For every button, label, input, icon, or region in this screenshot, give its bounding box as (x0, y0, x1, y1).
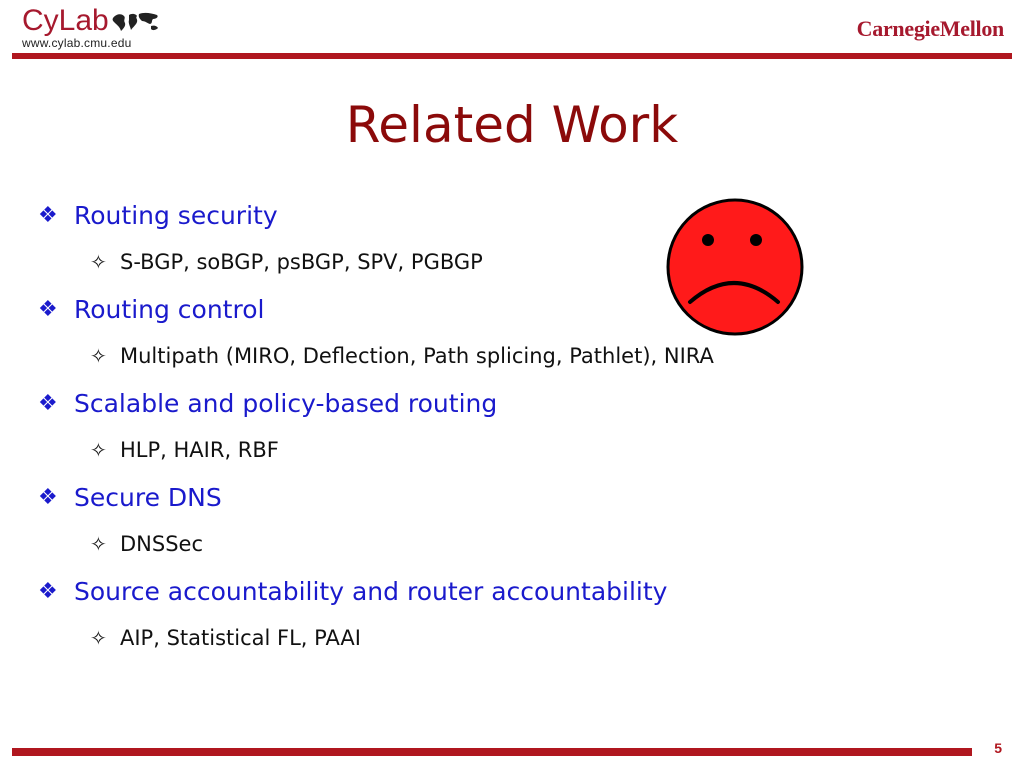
diamond-bullet-icon: ❖ (38, 390, 58, 416)
bullet-label: Routing security (74, 200, 278, 230)
star-bullet-icon: ✧ (90, 438, 107, 462)
bullet-label: Source accountability and router accountability (74, 576, 668, 606)
sad-face-icon (664, 196, 806, 338)
bullet-label: Routing control (74, 294, 265, 324)
sub-bullet-label: Multipath (MIRO, Deflection, Path splicing, Pathlet), NIRA (120, 344, 714, 368)
bottom-divider (12, 748, 972, 756)
page-number: 5 (994, 740, 1002, 756)
list-item (38, 474, 714, 568)
list-item (38, 192, 714, 286)
cylab-url: www.cylab.cmu.edu (22, 36, 132, 50)
star-bullet-icon: ✧ (90, 344, 107, 368)
diamond-bullet-icon: ❖ (38, 578, 58, 604)
bullet-label: Secure DNS (74, 482, 222, 512)
sub-bullet-label: AIP, Statistical FL, PAAI (120, 626, 361, 650)
list-item (38, 286, 714, 380)
list-item (38, 380, 714, 474)
sub-bullet-label: S-BGP, soBGP, psBGP, SPV, PGBGP (120, 250, 483, 274)
star-bullet-icon: ✧ (90, 532, 107, 556)
sub-bullet-label: DNSSec (120, 532, 204, 556)
sub-bullet-label: HLP, HAIR, RBF (120, 438, 279, 462)
diamond-bullet-icon: ❖ (38, 296, 58, 322)
list-item (38, 568, 714, 662)
star-bullet-icon: ✧ (90, 250, 107, 274)
bullet-list (38, 192, 714, 662)
diamond-bullet-icon: ❖ (38, 202, 58, 228)
diamond-bullet-icon: ❖ (38, 484, 58, 510)
world-map-icon (111, 10, 161, 34)
cmu-wordmark: CarnegieMellon (856, 16, 1004, 41)
cylab-logo (22, 4, 161, 50)
top-divider (12, 53, 1012, 59)
star-bullet-icon: ✧ (90, 626, 107, 650)
bullet-label: Scalable and policy-based routing (74, 388, 498, 418)
slide-title: Related Work (345, 96, 679, 154)
cylab-name: CyLab (22, 4, 109, 37)
